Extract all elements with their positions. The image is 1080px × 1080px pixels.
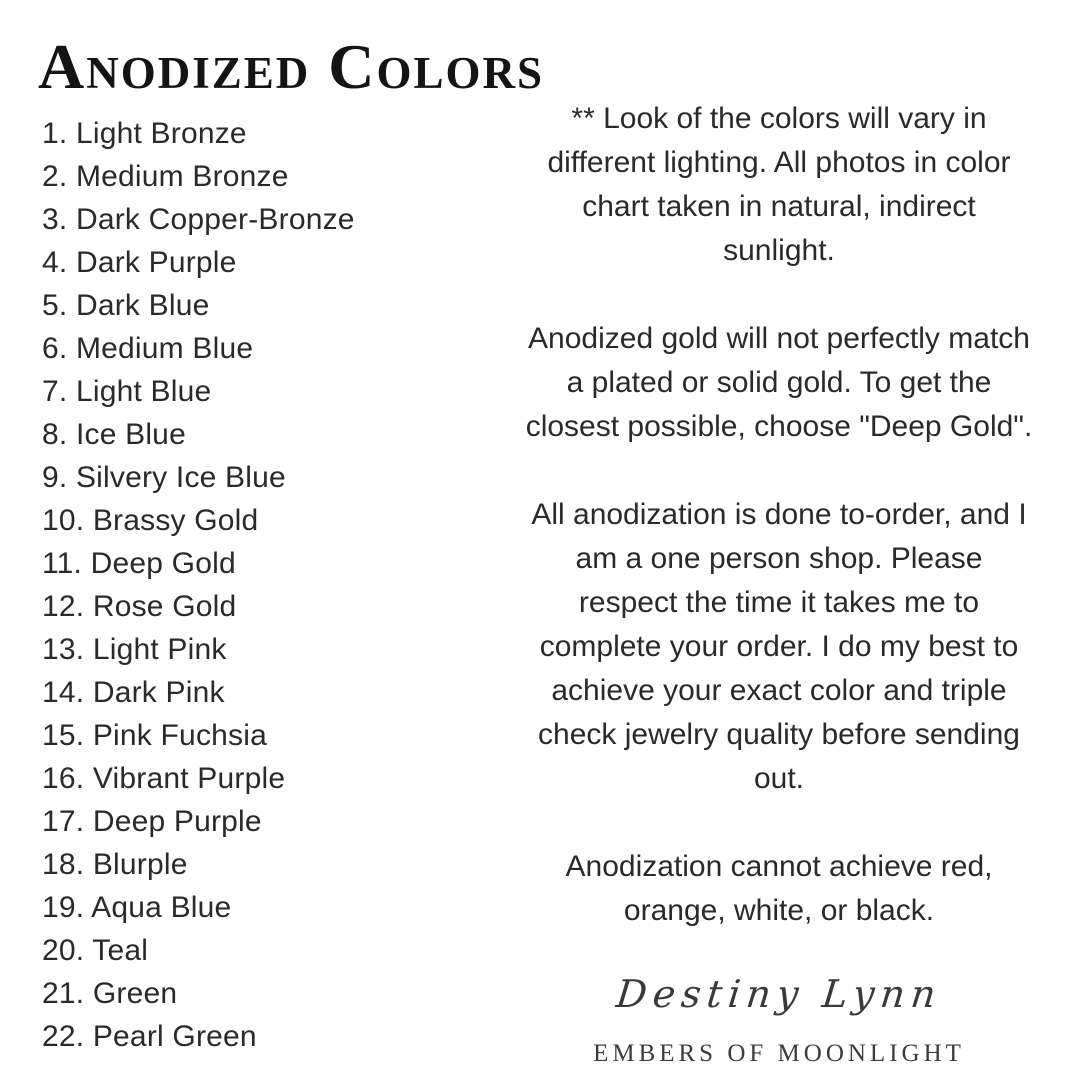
color-list-item: 12. Rose Gold [42, 590, 237, 623]
note-paragraph: All anodization is done to-order, and I am a one person shop. Please respect the time it takes me to complete your order. I do my best to achieve your exact color and triple check jewelry quality before sending out. [531, 498, 1027, 795]
color-list-item: 2. Medium Bronze [42, 160, 289, 193]
signature: Destiny Lynn [614, 972, 944, 1016]
color-list-item: 10. Brassy Gold [42, 504, 259, 537]
color-list-item: 18. Blurple [42, 848, 188, 881]
color-list-item: 22. Pearl Green [42, 1020, 257, 1053]
notes-column [524, 97, 1034, 977]
color-list-item: 13. Light Pink [42, 633, 227, 666]
color-list-item: 5. Dark Blue [42, 289, 210, 322]
color-list-item: 11. Deep Gold [42, 547, 236, 580]
brand-name: EMBERS OF MOONLIGHT [593, 1040, 965, 1067]
note-paragraph: Anodized gold will not perfectly match a plated or solid gold. To get the closest possible, choose "Deep Gold". [525, 322, 1033, 443]
color-list-item: 9. Silvery Ice Blue [42, 461, 286, 494]
color-list-item: 20. Teal [42, 934, 149, 967]
color-list [42, 112, 355, 1058]
color-list-item: 15. Pink Fuchsia [42, 719, 267, 752]
color-list-item: 1. Light Bronze [42, 117, 247, 150]
note-paragraph: Anodization cannot achieve red, orange, white, or black. [565, 850, 993, 927]
color-list-item: 21. Green [42, 977, 178, 1010]
color-list-item: 6. Medium Blue [42, 332, 254, 365]
note-paragraph: ** Look of the colors will vary in different lighting. All photos in color chart taken in natural, indirect sunlight. [547, 102, 1011, 267]
color-list-item: 14. Dark Pink [42, 676, 225, 709]
color-list-item: 16. Vibrant Purple [42, 762, 286, 795]
color-list-item: 8. Ice Blue [42, 418, 186, 451]
color-list-item: 17. Deep Purple [42, 805, 262, 838]
page-title: Anodized Colors [38, 31, 545, 102]
color-list-item: 19. Aqua Blue [42, 891, 232, 924]
color-list-item: 4. Dark Purple [42, 246, 237, 279]
color-list-item: 3. Dark Copper-Bronze [42, 203, 355, 236]
color-list-item: 7. Light Blue [42, 375, 212, 408]
